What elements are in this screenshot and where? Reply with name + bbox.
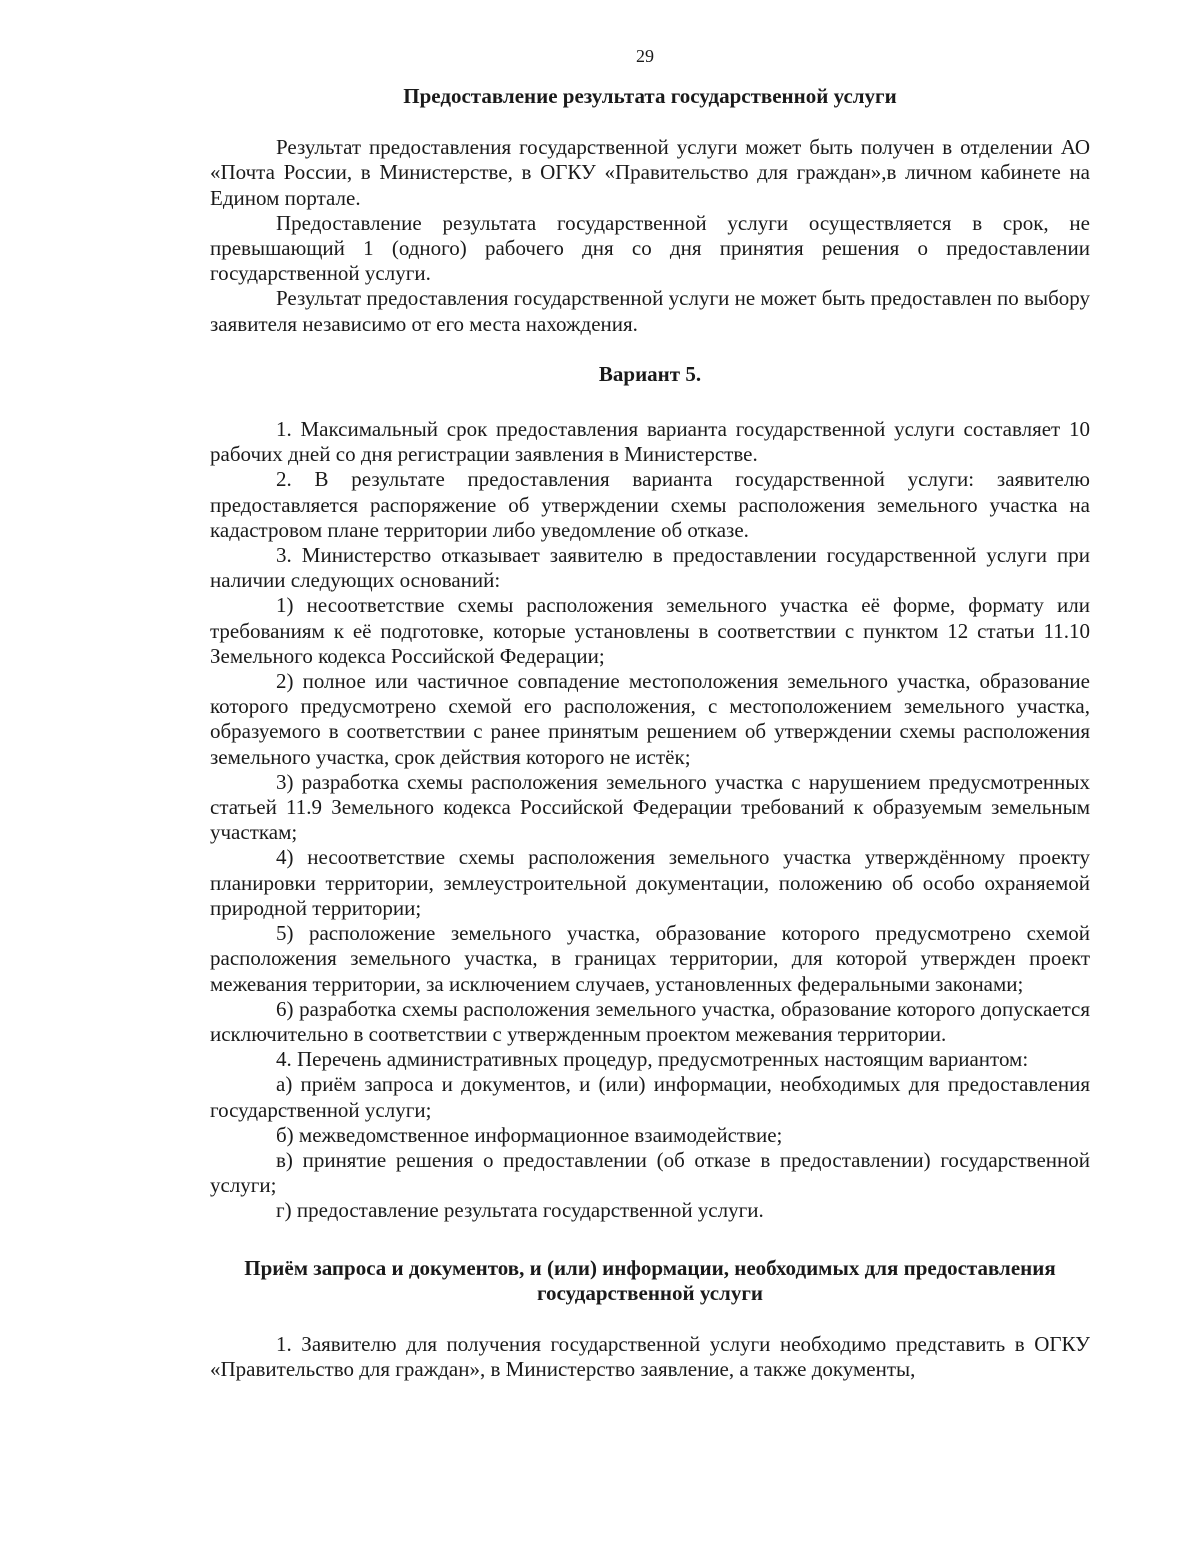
list-item: б) межведомственное информационное взаимодействие; [276, 1122, 783, 1147]
paragraph: 3. Министерство отказывает заявителю в предоставлении государственной услуги при наличии следующих оснований: [210, 543, 1090, 593]
list-item: 5) расположение земельного участка, образование которого предусмотрено схемой расположения земельного участка, в границах территории, для которой утвержден проект межевания территории, за исключением случаев, установленных федеральными законами; [210, 921, 1090, 996]
list-item: а) приём запроса и документов, и (или) информации, необходимых для предоставления государственной услуги; [210, 1072, 1090, 1122]
section-heading-variant: Вариант 5. [598, 361, 702, 386]
paragraph: 4. Перечень административных процедур, предусмотренных настоящим вариантом: [276, 1047, 1029, 1072]
paragraph: 2. В результате предоставления варианта государственной услуги: заявителю предоставляется распоряжение об утверждении схемы расположения земельного участка на кадастровом плане территории либо уведомление об отказе. [210, 467, 1090, 542]
page-number: 29 [636, 46, 654, 66]
paragraph: 1. Заявителю для получения государственной услуги необходимо представить в ОГКУ «Правительство для граждан», в Министерство заявление, а также документы, [210, 1331, 1090, 1382]
list-item: 1) несоответствие схемы расположения земельного участка её форме, формату или требованиям к её подготовке, которые установлены в соответствии с пунктом 12 статьи 11.10 Земельного кодекса Российской Федерации; [210, 593, 1090, 668]
list-item: 3) разработка схемы расположения земельного участка с нарушением предусмотренных статьей 11.9 Земельного кодекса Российской Федерации требований к образуемым земельным участкам; [210, 769, 1090, 845]
section-heading-result: Предоставление результата государственной услуги [403, 84, 897, 108]
paragraph: Результат предоставления государственной услуги может быть получен в отделении АО «Почта России, в Министерстве, в ОГКУ «Правительство для граждан»,в личном кабинете на Едином портале. [210, 135, 1090, 210]
page-content [210, 84, 1090, 1382]
list-item: г) предоставление результата государственной услуги. [276, 1198, 764, 1223]
paragraph: 1. Максимальный срок предоставления варианта государственной услуги составляет 10 рабочих дней со дня регистрации заявления в Министерстве. [210, 417, 1090, 467]
list-item: 2) полное или частичное совпадение местоположения земельного участка, образование которого предусмотрено схемой его расположения, с местоположением земельного участка, образуемого в соответствии с ранее принятым решением об утверждении схемы расположения земельного участка, срок действия которого не истёк; [210, 669, 1090, 769]
section-heading-request-line1: Приём запроса и документов, и (или) информации, необходимых для предоставления [244, 1255, 1056, 1280]
paragraph: Предоставление результата государственной услуги осуществляется в срок, не превышающий 1 (одного) рабочего дня со дня принятия решения о предоставлении государственной услуги. [210, 210, 1090, 286]
list-item: 6) разработка схемы расположения земельного участка, образование которого допускается исключительно в соответствии с утвержденным проектом межевания территории. [210, 996, 1090, 1046]
section-heading-request [210, 1256, 1090, 1306]
paragraph: Результат предоставления государственной услуги не может быть предоставлен по выбору заявителя независимо от его места нахождения. [210, 286, 1090, 336]
section-heading-request-line2: государственной услуги [537, 1280, 763, 1305]
list-item: 4) несоответствие схемы расположения земельного участка утверждённому проекту планировки территории, землеустроительной документации, положению об особо охраняемой природной территории; [210, 845, 1090, 920]
list-item: в) принятие решения о предоставлении (об отказе в предоставлении) государственной услуги; [210, 1147, 1090, 1198]
